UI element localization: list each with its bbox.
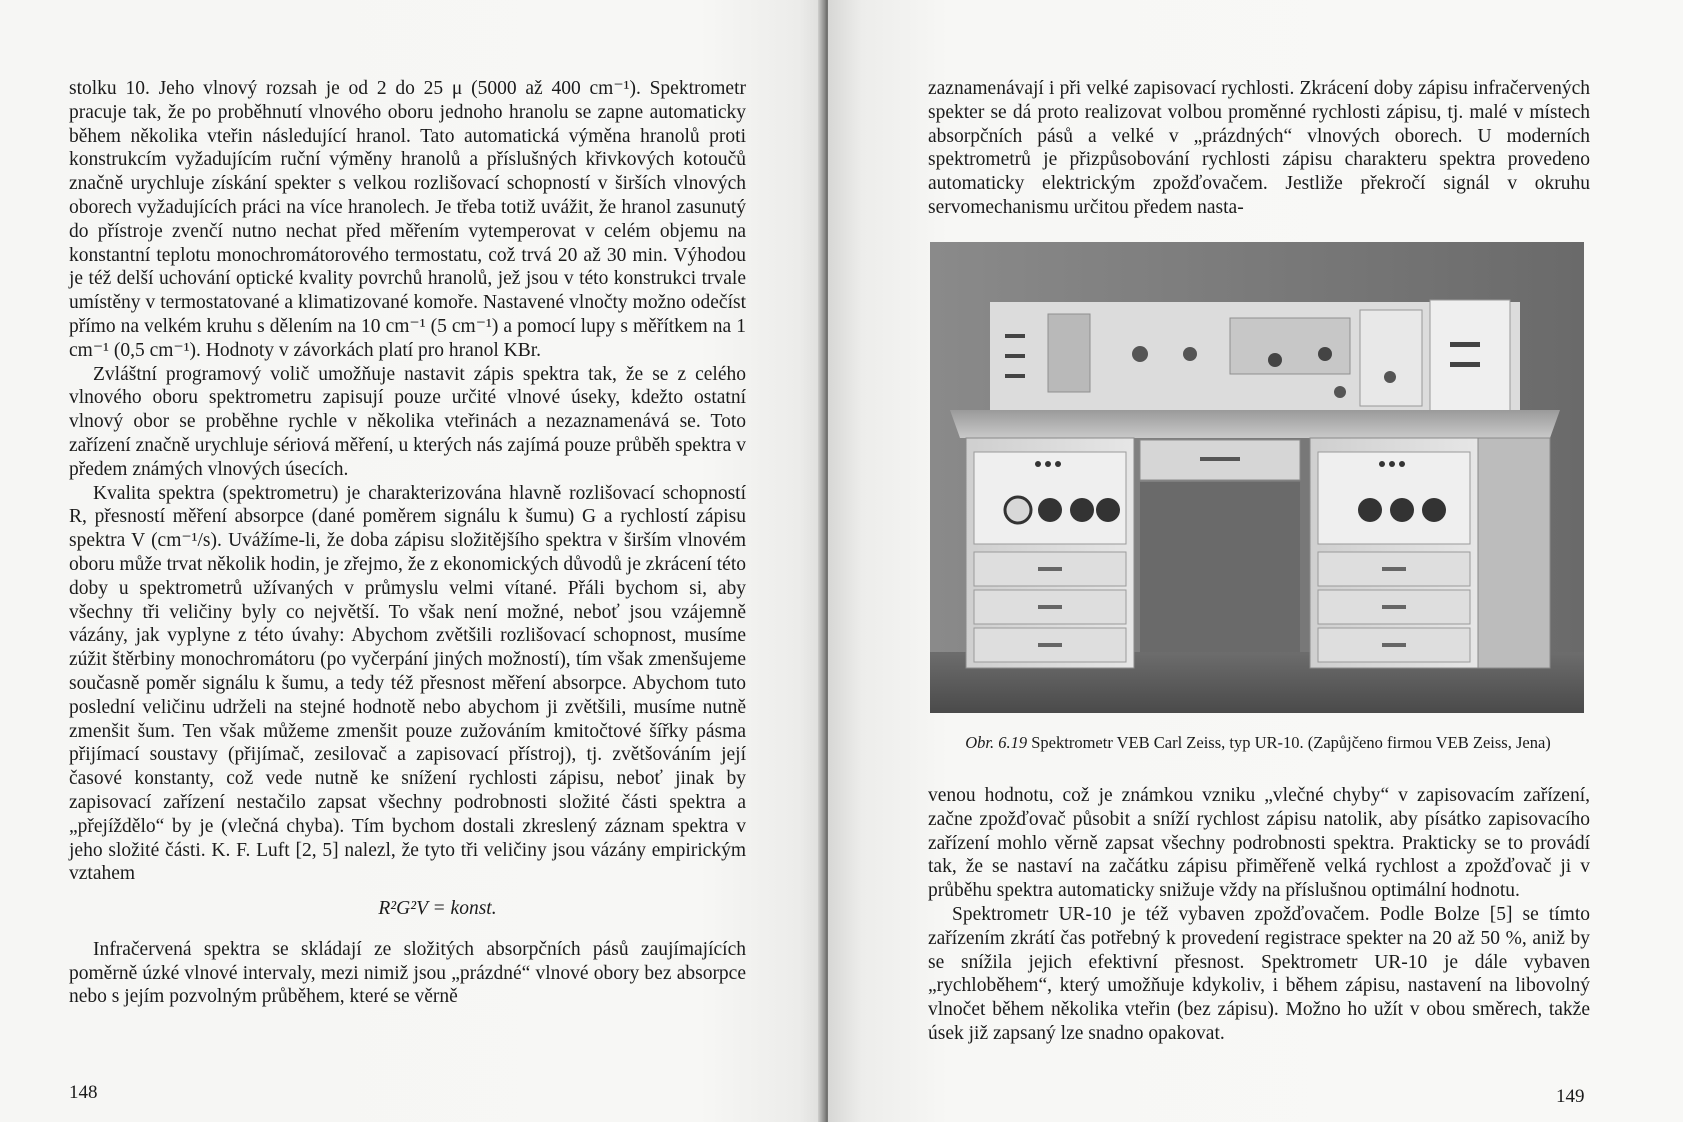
paragraph: zaznamenávají i při velké zapisovací rychlosti. Zkrácení doby zápisu infračervených spekter se dá proto realizovat volbou proměnné rychlosti zápisu, tj. malé v místech absorpčních pásů a velké v „prázdných“ vlnových oborech. U moderních spektrometrů je přizpůsobování rychlosti zápisu charakteru spektra provedeno automaticky elektrickým zpožďovačem. Jestliže překročí signál v okruhu servomechanismu určitou předem nasta- <box>928 78 1590 218</box>
figure-caption <box>922 733 1594 753</box>
paragraph: stolku 10. Jeho vlnový rozsah je od 2 do 25 μ (5000 až 400 cm⁻¹). Spektrometr pracuje tak, že po proběhnutí vlnového oboru jednoho hranolu se zapne automaticky během několika vteřin následující hranol. Tato automatická výměna hranolů proti konstrukcím vyžadujícím ruční výměny hranolů a příslušných křivkových kotoučů značně urychluje získání spekter s velkou rozlišovací schopností v širších vlnových oborech vyžadujících práci na více hranolech. Je třeba totiž uvážit, že hranol zasunutý do přístroje zvenčí nutno nechat před měřením vytemperovat v celém objemu na konstantní teplotu monochromátorového termostatu, což trvá 20 až 30 min. Výhodou je též delší uchování optické kvality povrchů hranolů, jež jsou v této konstrukci trvale umístěny v termostatované a klimatizované komoře. Nastavené vlnočty možno odečíst přímo na velkém kruhu s dělením na 10 cm⁻¹ (5 cm⁻¹) a pomocí lupy s měřítkem na 1 cm⁻¹ (0,5 cm⁻¹). Hodnoty v závorkách platí pro hranol KBr. <box>69 78 746 361</box>
right-page-bottom-text <box>928 784 1590 1046</box>
page-number: 148 <box>69 1082 98 1103</box>
spectrometer-photo <box>930 242 1584 713</box>
paragraph: venou hodnotu, což je známkou vzniku „vlečné chyby“ v zapisovacím zařízení, začne zpožďovač působit a sníží rychlost zápisu natolik, aby písátko zapisovacího zařízení mohlo věrně zapsat všechny podrobnosti spektra. Prakticky se to provádí tak, že se nastaví na začátku zápisu přiměřeně velká rychlost a zpožďovač ji v průběhu spektra automaticky snižuje vždy na příslušnou optimální hodnotu. <box>928 785 1590 902</box>
left-page-text <box>69 77 746 1009</box>
spectrometer-illustration <box>930 242 1584 713</box>
formula: R²G²V = konst. <box>378 898 497 920</box>
right-page <box>828 0 1683 1122</box>
figure-label: Obr. 6.19 <box>965 733 1028 752</box>
paragraph: Zvláštní programový volič umožňuje nastavit zápis spektra tak, že se z celého vlnového oboru spektrometru zapisují pouze určité vlnové úseky, kdežto ostatní vlnový obor se proběhne rychle v několika vteřinách a nezaznamenává se. Toto zařízení značně urychluje sériová měření, u kterých nás zajímá pouze průběh spektra v předem známých vlnových úsecích. <box>69 363 746 480</box>
right-page-top-text <box>928 77 1590 220</box>
left-page <box>0 0 824 1122</box>
page-number: 149 <box>1556 1086 1585 1107</box>
figure-caption-text: Spektrometr VEB Carl Zeiss, typ UR-10. (Zapůjčeno firmou VEB Zeiss, Jena) <box>1031 733 1551 752</box>
paragraph: Kvalita spektra (spektrometru) je charakterizována hlavně rozlišovací schopností R, přesností měření absorpce (dané poměrem signálu k šumu) G a rychlostí zápisu spektra V (cm⁻¹/s). Uvážíme-li, že doba zápisu složitějšího spektra v širším vlnovém oboru může trvat několik hodin, je zřejmo, že z ekonomických důvodů je zkrácení této doby u spektrometrů užívaných v průmyslu velmi vítané. Přáli bychom si, aby všechny tři veličiny byly co největší. To však není možné, neboť jsou vzájemně vázány, jak vyplyne z této úvahy: Abychom zvětšili rozlišovací schopnost, musíme zúžit štěrbiny monochromátoru (po vyčerpání jiných možností), tím však zmenšujeme současně poměr signálu k šumu, a tedy též přesnost měření absorpce. Abychom tuto poslední veličinu udrželi na stejné hodnotě nebo abychom ji zvětšili, musíme nutně zmenšit šum. Ten však můžeme zmenšit pouze zužováním kmitočtové šířky pásma přijímací soustavy (přijímač, zesilovač a zapisovací přístroj), tj. zvětšováním její časové konstanty, což vede nutně ke snížení rychlosti zápisu, neboť jinak by zapisovací zařízení nestačilo zapsat všechny podrobnosti složité části spektra a „přejíždělo“ by je (vlečná chyba). Tím bychom dostali zkreslený záznam spektra v jeho složité části. K. F. Luft [2, 5] nalezl, že tyto tři veličiny jsou vázány empirickým vztahem <box>69 482 746 885</box>
paragraph: Spektrometr UR-10 je též vybaven zpožďovačem. Podle Bolze [5] se tímto zařízením zkrátí čas potřebný k provedení registrace spekter na 20 až 50 %, aniž by se snížila jejich efektivní přesnost. Spektrometr UR-10 je dále vybaven „rychloběhem“, který umožňuje kdykoliv, i během zápisu, nastavení na libovolný vlnočet během několika vteřin (bez zápisu). Možno ho užít v obou směrech, takže úsek již zapsaný lze snadno opakovat. <box>928 903 1590 1044</box>
paragraph: Infračervená spektra se skládají ze složitých absorpčních pásů zaujímajících poměrně úzké vlnové intervaly, mezi nimiž jsou „prázdné“ vlnové obory bez absorpce nebo s jejím pozvolným průběhem, které se věrně <box>69 938 746 1008</box>
